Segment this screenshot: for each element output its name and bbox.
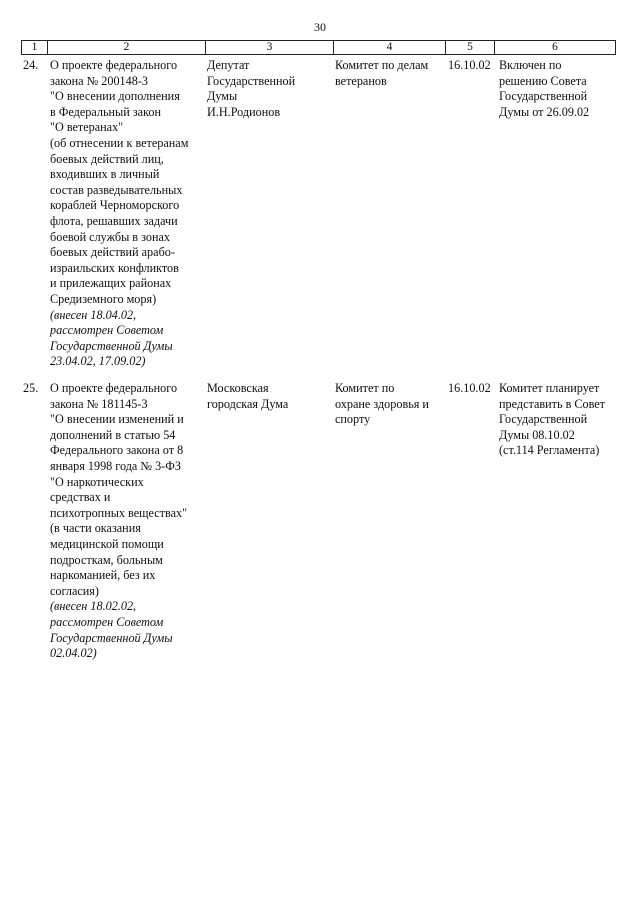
title-line: "О внесении дополнения xyxy=(50,89,180,104)
status xyxy=(499,58,619,120)
note-line: наркоманией, без их xyxy=(50,568,156,583)
title-line: закона № 200148-3 xyxy=(50,73,148,88)
column-header-1: 1 xyxy=(21,41,47,54)
initiator-line: И.Н.Родионов xyxy=(207,104,281,119)
initiator xyxy=(207,381,327,412)
initiator-line: Депутат xyxy=(207,58,250,72)
note-line: боевой службы в зонах xyxy=(50,229,170,244)
column-header-4: 4 xyxy=(333,41,445,54)
column-header-row xyxy=(21,40,616,55)
page-number: 30 xyxy=(314,20,326,34)
committee-line: спорту xyxy=(335,412,371,427)
bill-description xyxy=(50,58,202,370)
submission-line: Государственной Думы xyxy=(50,630,173,645)
status-line: (ст.114 Регламента) xyxy=(499,443,600,458)
submission-line: рассмотрен Советом xyxy=(50,614,164,629)
note-line: и прилежащих районах xyxy=(50,276,172,291)
column-header-5: 5 xyxy=(445,41,494,54)
status-line: Включен по xyxy=(499,58,562,72)
title-line: дополнений в статью 54 xyxy=(50,427,176,442)
initiator-line: Думы xyxy=(207,89,238,104)
title-line: психотропных веществах" xyxy=(50,505,188,520)
title-line: в Федеральный закон xyxy=(50,104,161,119)
note-line: израильских конфликтов xyxy=(50,260,179,275)
note-line: боевых действий арабо- xyxy=(50,245,175,260)
initiator-line: Государственной xyxy=(207,73,296,88)
submission-line: (внесен 18.02.02, xyxy=(50,599,137,614)
status-line: Думы 08.10.02 xyxy=(499,427,575,442)
note-line: (в части оказания xyxy=(50,521,141,536)
title-line: средствах и xyxy=(50,490,111,505)
note-line: согласия) xyxy=(50,583,99,598)
committee-line: охране здоровья и xyxy=(335,396,429,411)
title-line: "О внесении изменений и xyxy=(50,412,184,427)
note-line: медицинской помощи xyxy=(50,536,164,551)
status-line: решению Совета xyxy=(499,73,587,88)
submission-line: рассмотрен Советом xyxy=(50,323,164,338)
committee xyxy=(335,381,443,428)
submission-line: 02.04.02) xyxy=(50,646,97,661)
note-line: входивших в личный xyxy=(50,167,160,182)
status-line: представить в Совет xyxy=(499,396,606,411)
status-line: Государственной xyxy=(499,89,588,104)
column-header-3: 3 xyxy=(205,41,333,54)
title-line: О проекте федерального xyxy=(50,381,178,395)
committee-line: Комитет по делам xyxy=(335,58,429,72)
status-line: Комитет планирует xyxy=(499,381,600,395)
entry-number: 25. xyxy=(23,381,39,395)
committee-line: ветеранов xyxy=(335,73,387,88)
title-line: января 1998 года № 3-ФЗ xyxy=(50,458,181,473)
initiator xyxy=(207,58,327,120)
title-line: Федерального закона от 8 xyxy=(50,443,184,458)
note-line: кораблей Черноморского xyxy=(50,198,180,213)
column-header-6: 6 xyxy=(494,41,616,54)
date: 16.10.02 xyxy=(448,381,491,395)
title-line: закона № 181145-3 xyxy=(50,396,148,411)
title-line: "О ветеранах" xyxy=(50,120,124,135)
column-header-2: 2 xyxy=(47,41,205,54)
submission-line: 23.04.02, 17.09.02) xyxy=(50,354,146,369)
title-line: "О наркотических xyxy=(50,474,144,489)
note-line: флота, решавших задачи xyxy=(50,213,178,228)
note-line: боевых действий лиц, xyxy=(50,151,164,166)
status xyxy=(499,381,619,459)
status-line: Государственной xyxy=(499,412,588,427)
submission-line: (внесен 18.04.02, xyxy=(50,307,137,322)
status-line: Думы от 26.09.02 xyxy=(499,104,590,119)
date: 16.10.02 xyxy=(448,58,491,72)
committee-line: Комитет по xyxy=(335,381,395,395)
committee xyxy=(335,58,443,89)
note-line: Средиземного моря) xyxy=(50,291,157,306)
note-line: (об отнесении к ветеранам xyxy=(50,135,189,150)
initiator-line: Московская xyxy=(207,381,269,395)
note-line: состав разведывательных xyxy=(50,182,183,197)
initiator-line: городская Дума xyxy=(207,396,289,411)
submission-line: Государственной Думы xyxy=(50,338,173,353)
note-line: подросткам, больным xyxy=(50,552,163,567)
title-line: О проекте федерального xyxy=(50,58,178,72)
bill-description xyxy=(50,381,202,662)
entry-number: 24. xyxy=(23,58,39,72)
